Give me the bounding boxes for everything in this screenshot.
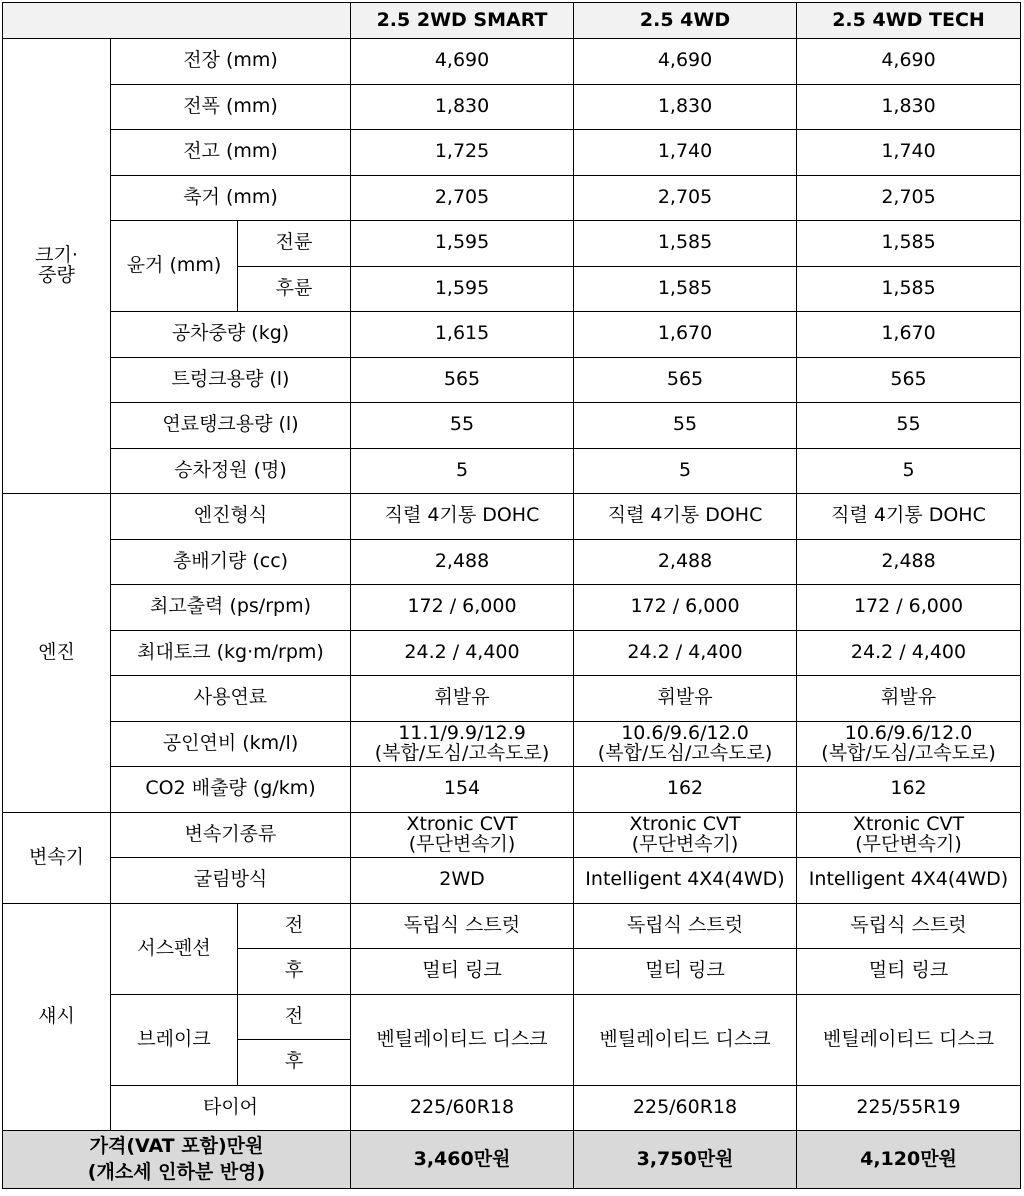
row-label: 전장 (mm) <box>111 39 351 85</box>
cell: 4,690 <box>574 39 797 85</box>
row-label: 전폭 (mm) <box>111 84 351 130</box>
cell: 225/55R19 <box>797 1085 1021 1131</box>
cell: 565 <box>574 357 797 403</box>
table-row <box>3 767 1021 813</box>
cell: 1,585 <box>797 221 1021 267</box>
cell: 4,690 <box>351 39 574 85</box>
table-row <box>3 1085 1021 1131</box>
table-row <box>3 585 1021 631</box>
cell: 1,615 <box>351 312 574 358</box>
cell: 1,830 <box>351 84 574 130</box>
cell: 10.6/9.6/12.0 (복합/도심/고속도로) <box>574 721 797 767</box>
row-label: 변속기종류 <box>111 812 351 858</box>
table-row <box>3 994 1021 1040</box>
row-label: 승차정원 (명) <box>111 448 351 494</box>
table-row <box>3 221 1021 267</box>
header-corner <box>3 3 351 39</box>
cell: 55 <box>351 403 574 449</box>
cell: 1,670 <box>797 312 1021 358</box>
row-label: 전고 (mm) <box>111 130 351 176</box>
group-chassis: 섀시 <box>3 903 111 1131</box>
cell: 2,705 <box>797 175 1021 221</box>
cell: 1,595 <box>351 266 574 312</box>
table-row <box>3 312 1021 358</box>
cell: Intelligent 4X4(4WD) <box>574 858 797 904</box>
cell: Intelligent 4X4(4WD) <box>797 858 1021 904</box>
sub-label: 전 <box>238 903 351 949</box>
row-label: 트렁크용량 (l) <box>111 357 351 403</box>
cell: 24.2 / 4,400 <box>797 630 1021 676</box>
price-label: 가격(VAT 포함)만원 (개소세 인하분 반영) <box>3 1131 351 1189</box>
cell: 1,830 <box>574 84 797 130</box>
header-row <box>3 3 1021 39</box>
table-row <box>3 676 1021 722</box>
cell: 휘발유 <box>574 676 797 722</box>
cell: 172 / 6,000 <box>574 585 797 631</box>
cell: 1,670 <box>574 312 797 358</box>
cell: 1,585 <box>797 266 1021 312</box>
cell: 154 <box>351 767 574 813</box>
trim-header: 2.5 4WD <box>574 3 797 39</box>
cell: 55 <box>797 403 1021 449</box>
row-label: 타이어 <box>111 1085 351 1131</box>
table-row <box>3 130 1021 176</box>
trim-header: 2.5 4WD TECH <box>797 3 1021 39</box>
cell: 172 / 6,000 <box>797 585 1021 631</box>
sub-label: 후 <box>238 949 351 995</box>
price-cell: 4,120만원 <box>797 1131 1021 1189</box>
group-engine: 엔진 <box>3 494 111 813</box>
table-row <box>3 539 1021 585</box>
group-size: 크기· 중량 <box>3 39 111 494</box>
cell: 2,488 <box>797 539 1021 585</box>
trim-header: 2.5 2WD SMART <box>351 3 574 39</box>
cell: 독립식 스트럿 <box>797 903 1021 949</box>
cell: 565 <box>797 357 1021 403</box>
cell: 225/60R18 <box>574 1085 797 1131</box>
cell: 독립식 스트럿 <box>351 903 574 949</box>
cell: 벤틸레이티드 디스크 <box>351 994 574 1085</box>
cell: 225/60R18 <box>351 1085 574 1131</box>
cell: 10.6/9.6/12.0 (복합/도심/고속도로) <box>797 721 1021 767</box>
row-label: 사용연료 <box>111 676 351 722</box>
row-label: 최고출력 (ps/rpm) <box>111 585 351 631</box>
price-row <box>3 1131 1021 1189</box>
cell: 11.1/9.9/12.9 (복합/도심/고속도로) <box>351 721 574 767</box>
row-label: 브레이크 <box>111 994 238 1085</box>
cell: 5 <box>574 448 797 494</box>
cell: 2,488 <box>574 539 797 585</box>
table-row <box>3 858 1021 904</box>
table-row <box>3 448 1021 494</box>
cell: 2,705 <box>351 175 574 221</box>
cell: 직렬 4기통 DOHC <box>574 494 797 540</box>
cell: 직렬 4기통 DOHC <box>351 494 574 540</box>
row-label: 공차중량 (kg) <box>111 312 351 358</box>
cell: 멀티 링크 <box>351 949 574 995</box>
table-row <box>3 403 1021 449</box>
table-row <box>3 630 1021 676</box>
row-label: 윤거 (mm) <box>111 221 238 312</box>
sub-label: 후륜 <box>238 266 351 312</box>
cell: 162 <box>797 767 1021 813</box>
cell: 24.2 / 4,400 <box>351 630 574 676</box>
spec-table <box>2 2 1021 1189</box>
cell: 1,740 <box>797 130 1021 176</box>
row-label: 공인연비 (km/l) <box>111 721 351 767</box>
cell: Xtronic CVT (무단변속기) <box>351 812 574 858</box>
cell: 162 <box>574 767 797 813</box>
cell: 벤틸레이티드 디스크 <box>574 994 797 1085</box>
table-row <box>3 84 1021 130</box>
cell: 독립식 스트럿 <box>574 903 797 949</box>
table-row <box>3 903 1021 949</box>
row-label: 굴림방식 <box>111 858 351 904</box>
table-row <box>3 39 1021 85</box>
row-label: 총배기량 (cc) <box>111 539 351 585</box>
cell: 2WD <box>351 858 574 904</box>
price-cell: 3,750만원 <box>574 1131 797 1189</box>
cell: 1,585 <box>574 266 797 312</box>
cell: 휘발유 <box>351 676 574 722</box>
row-label: 연료탱크용량 (l) <box>111 403 351 449</box>
row-label: 최대토크 (kg·m/rpm) <box>111 630 351 676</box>
row-label: 서스펜션 <box>111 903 238 994</box>
row-label: 엔진형식 <box>111 494 351 540</box>
cell: 565 <box>351 357 574 403</box>
cell: 멀티 링크 <box>574 949 797 995</box>
table-row <box>3 175 1021 221</box>
sub-label: 전 <box>238 994 351 1040</box>
cell: 1,725 <box>351 130 574 176</box>
price-cell: 3,460만원 <box>351 1131 574 1189</box>
cell: 5 <box>797 448 1021 494</box>
cell: 1,595 <box>351 221 574 267</box>
cell: 5 <box>351 448 574 494</box>
group-transmission: 변속기 <box>3 812 111 903</box>
cell: Xtronic CVT (무단변속기) <box>574 812 797 858</box>
cell: Xtronic CVT (무단변속기) <box>797 812 1021 858</box>
cell: 1,585 <box>574 221 797 267</box>
row-label: CO2 배출량 (g/km) <box>111 767 351 813</box>
table-row <box>3 357 1021 403</box>
cell: 1,830 <box>797 84 1021 130</box>
cell: 직렬 4기통 DOHC <box>797 494 1021 540</box>
sub-label: 후 <box>238 1040 351 1086</box>
cell: 55 <box>574 403 797 449</box>
cell: 벤틸레이티드 디스크 <box>797 994 1021 1085</box>
cell: 2,705 <box>574 175 797 221</box>
table-row <box>3 494 1021 540</box>
cell: 2,488 <box>351 539 574 585</box>
table-row <box>3 721 1021 767</box>
table-row <box>3 812 1021 858</box>
cell: 24.2 / 4,400 <box>574 630 797 676</box>
sub-label: 전륜 <box>238 221 351 267</box>
row-label: 축거 (mm) <box>111 175 351 221</box>
cell: 1,740 <box>574 130 797 176</box>
cell: 휘발유 <box>797 676 1021 722</box>
cell: 4,690 <box>797 39 1021 85</box>
cell: 172 / 6,000 <box>351 585 574 631</box>
cell: 멀티 링크 <box>797 949 1021 995</box>
